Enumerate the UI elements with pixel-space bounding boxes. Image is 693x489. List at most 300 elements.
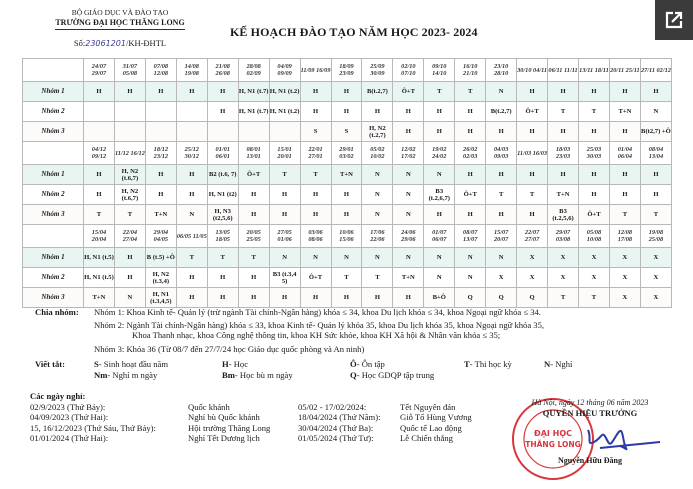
schedule-cell: H: [238, 288, 269, 308]
week-date: 15/04 20/04: [84, 225, 115, 248]
abbreviation-key: H: [222, 359, 229, 369]
schedule-cell: H: [517, 165, 548, 185]
group-label: Nhóm 3: [23, 288, 84, 308]
schedule-cell: H: [579, 122, 610, 142]
schedule-cell: B3 (t.2,6,7): [424, 185, 455, 205]
week-date: 05/02 10/02: [362, 142, 393, 165]
schedule-cell: N: [455, 268, 486, 288]
abbreviation-item: [222, 359, 350, 370]
schedule-cell: T: [579, 102, 610, 122]
schedule-cell: H: [579, 165, 610, 185]
week-date: 01/01 06/01: [207, 142, 238, 165]
schedule-cell: Ô+T: [300, 268, 331, 288]
schedule-cell: H, N2 (t.2,7): [362, 122, 393, 142]
group-1-desc: Nhóm 1: Khoa Kinh tế- Quản lý (trừ ngành Tài chính-Ngân hàng) khóa ≤ 34, khoa Du lịch khóa ≤ 34, khoa Ngoại ngữ khóa ≤ 34.: [94, 307, 541, 317]
week-date: 19/08 25/08: [640, 225, 671, 248]
schedule-cell: B(t.2,7): [486, 102, 517, 122]
schedule-cell: H: [207, 102, 238, 122]
week-date: 11/09 16/09: [300, 59, 331, 82]
schedule-cell: T: [486, 185, 517, 205]
holiday-date: 02/9/2023 (Thứ Bảy):: [30, 401, 106, 412]
group-label: Nhóm 1: [23, 165, 84, 185]
schedule-cell: H: [145, 185, 176, 205]
schedule-cell: B3 (t.3,4 5): [269, 268, 300, 288]
abbreviation-text: - Nghỉ: [550, 359, 573, 369]
schedule-cell: X: [486, 268, 517, 288]
abbreviation-text: - Học: [228, 359, 249, 369]
schedule-cell: N: [300, 248, 331, 268]
schedule-cell: H, N1 (t.2): [269, 82, 300, 102]
schedule-cell: S: [300, 122, 331, 142]
schedule-cell: H: [424, 102, 455, 122]
abbreviations: [35, 359, 675, 380]
week-date: 04/03 09/03: [486, 142, 517, 165]
schedule-cell: Q: [486, 288, 517, 308]
schedule-cell: Ô+T: [579, 205, 610, 225]
schedule-cell: [207, 122, 238, 142]
schedule-cell: Ô+T: [517, 102, 548, 122]
schedule-cell: X: [548, 248, 579, 268]
holidays-heading: Các ngày nghỉ:: [30, 391, 86, 401]
ministry-name: BỘ GIÁO DỤC VÀ ĐÀO TẠO: [71, 8, 169, 17]
week-date: 21/08 26/08: [207, 59, 238, 82]
schedule-cell: X: [609, 288, 640, 308]
schedule-cell: H: [300, 102, 331, 122]
holiday-name: Quốc khánh: [188, 401, 230, 412]
week-date: 13/05 18/05: [207, 225, 238, 248]
schedule-cell: H: [207, 288, 238, 308]
schedule-cell: N: [176, 205, 207, 225]
holiday-name: Lễ Chiến thắng: [400, 433, 453, 444]
abbreviation-key: S: [94, 359, 99, 369]
group-row: [23, 205, 672, 225]
holiday-name: Tết Nguyên đán: [400, 401, 456, 412]
schedule-cell: H, N2 (t.3,4): [145, 268, 176, 288]
group-row: [23, 165, 672, 185]
schedule-cell: H: [300, 205, 331, 225]
schedule-cell: N: [362, 205, 393, 225]
schedule-cell: H: [362, 288, 393, 308]
schedule-cell: H: [114, 268, 145, 288]
schedule-cell: T+N: [548, 185, 579, 205]
schedule-cell: H, N2 (t.6,7): [114, 185, 145, 205]
holiday-date: 18/04/2024 (Thứ Năm):: [298, 412, 381, 423]
holiday-date: 15, 16/12/2023 (Thứ Sáu, Thứ Bảy):: [30, 422, 156, 433]
week-date: 25/03 30/03: [579, 142, 610, 165]
week-date: 22/07 27/07: [517, 225, 548, 248]
schedule-cell: H: [486, 165, 517, 185]
week-date: 02/10 07/10: [393, 59, 424, 82]
schedule-cell: [145, 102, 176, 122]
group-3-desc: Nhóm 3: Khóa 36 (Từ 08/7 đến 27/7/24 học Giáo dục quốc phòng và An ninh): [94, 343, 365, 354]
schedule-cell: B(t2,7) +Ô: [640, 122, 671, 142]
corner-cell: [23, 59, 84, 82]
schedule-cell: H: [486, 205, 517, 225]
schedule-cell: H: [579, 82, 610, 102]
abbreviation-text: - Thi học kỳ: [469, 359, 512, 369]
schedule-cell: H: [84, 165, 115, 185]
schedule-cell: T: [424, 82, 455, 102]
group-row: [23, 102, 672, 122]
schedule-cell: H, N2 (t.6,7): [114, 165, 145, 185]
schedule-cell: H: [114, 82, 145, 102]
week-date: 28/08 02/09: [238, 59, 269, 82]
group-label: Nhóm 2: [23, 102, 84, 122]
schedule-cell: H: [176, 165, 207, 185]
schedule-cell: X: [517, 268, 548, 288]
schedule-cell: H: [455, 165, 486, 185]
schedule-cell: T: [269, 165, 300, 185]
schedule-cell: H: [114, 248, 145, 268]
holidays: [30, 391, 510, 444]
schedule-cell: H, N1 (t.7): [238, 82, 269, 102]
schedule-cell: H: [517, 205, 548, 225]
week-date: 18/12 23/12: [145, 142, 176, 165]
schedule-cell: T: [640, 205, 671, 225]
schedule-cell: T: [114, 205, 145, 225]
schedule-cell: H, N3 (t2,5,6): [207, 205, 238, 225]
holiday-date: 30/04/2024 (Thứ Ba):: [298, 422, 374, 433]
week-date: 24/07 29/07: [84, 59, 115, 82]
schedule-cell: T: [579, 288, 610, 308]
schedule-cell: H: [238, 268, 269, 288]
week-date: 14/08 19/08: [176, 59, 207, 82]
abbreviation-item: [350, 359, 464, 370]
abbreviation-key: N: [544, 359, 551, 369]
schedule-cell: X: [548, 268, 579, 288]
week-date: 04/09 09/09: [269, 59, 300, 82]
schedule-cell: B3 (t.2,5,6): [548, 205, 579, 225]
schedule-cell: T+N: [84, 288, 115, 308]
schedule-cell: H: [609, 82, 640, 102]
schedule-cell: T: [548, 288, 579, 308]
schedule-cell: N: [455, 248, 486, 268]
group-row: [23, 82, 672, 102]
week-date: 20/11 25/11: [609, 59, 640, 82]
schedule-cell: N: [114, 288, 145, 308]
schedule-cell: N: [393, 185, 424, 205]
group-row: [23, 288, 672, 308]
week-date: 23/10 28/10: [486, 59, 517, 82]
week-date: 01/07 06/07: [424, 225, 455, 248]
week-header-row: [23, 142, 672, 165]
external-link-icon: [664, 10, 684, 30]
holiday-date: 05/02 - 17/02/2024:: [298, 401, 367, 412]
schedule-cell: N: [424, 165, 455, 185]
schedule-cell: H: [238, 205, 269, 225]
schedule-cell: Ô+T: [393, 82, 424, 102]
schedule-cell: H: [207, 82, 238, 102]
doc-number-suffix: /KH-ĐHTL: [125, 38, 167, 48]
week-date: 15/07 20/07: [486, 225, 517, 248]
week-date: 29/01 03/02: [331, 142, 362, 165]
week-date: 12/08 17/08: [609, 225, 640, 248]
week-date: 27/11 02/12: [640, 59, 671, 82]
signature-block: [500, 398, 680, 465]
abbreviation-item: [350, 370, 464, 381]
schedule-cell: H: [579, 185, 610, 205]
week-date: 08/07 13/07: [455, 225, 486, 248]
schedule-cell: H: [269, 288, 300, 308]
abbreviations-heading: Viết tắt:: [35, 359, 65, 369]
page-title: KẾ HOẠCH ĐÀO TẠO NĂM HỌC 2023- 2024: [230, 25, 478, 39]
abbreviation-text: - Nghỉ m ngày: [107, 369, 158, 380]
schedule-cell: T: [300, 165, 331, 185]
week-date: 19/02 24/02: [424, 142, 455, 165]
holiday-name: Nghỉ Tết Dương lịch: [188, 433, 260, 444]
schedule-cell: H: [145, 82, 176, 102]
abbreviation-item: [94, 359, 222, 370]
group-division: [35, 307, 675, 354]
week-header-row: [23, 225, 672, 248]
schedule-cell: H: [548, 122, 579, 142]
schedule-cell: N: [331, 248, 362, 268]
week-date: 10/06 15/06: [331, 225, 362, 248]
week-date: 27/05 01/06: [269, 225, 300, 248]
schedule-cell: B (t.5) +Ô: [145, 248, 176, 268]
week-date: 06/11 11/11: [548, 59, 579, 82]
schedule-cell: H, N1 (t.2): [269, 102, 300, 122]
svg-text:THĂNG LONG: THĂNG LONG: [525, 440, 581, 449]
abbreviation-text: - Học bù m ngày: [234, 369, 293, 380]
place-date: Hà Nội, ngày 12 tháng 06 năm 2023: [531, 398, 649, 407]
doc-number-prefix: Số:: [73, 38, 86, 48]
training-plan-table: [22, 58, 672, 308]
schedule-cell: H: [424, 205, 455, 225]
week-date: 06/05 11/05: [176, 225, 207, 248]
week-date: 05/08 10/08: [579, 225, 610, 248]
schedule-cell: N: [424, 248, 455, 268]
schedule-cell: H: [455, 102, 486, 122]
week-date: 11/12 16/12: [114, 142, 145, 165]
schedule-cell: H, N1 (t.5): [84, 248, 115, 268]
schedule-cell: Ô+T: [455, 185, 486, 205]
schedule-cell: T: [331, 268, 362, 288]
handwritten-signature: [580, 424, 670, 452]
schedule-cell: T: [84, 205, 115, 225]
schedule-cell: B(t.2,7): [362, 82, 393, 102]
issuer-block: [40, 8, 200, 49]
schedule-cell: H: [176, 288, 207, 308]
schedule-cell: T: [455, 82, 486, 102]
group-2-desc-cont: Khoa Thanh nhạc, khoa Công nghệ thông tin, khoa KH Sức khỏe, khoa KH Xã hội & Nhân văn khóa ≤ 35;: [132, 330, 501, 340]
abbreviation-item: [544, 359, 624, 370]
schedule-cell: H: [393, 122, 424, 142]
schedule-cell: H: [331, 185, 362, 205]
week-date: 29/04 04/05: [145, 225, 176, 248]
holiday-name: Nghỉ bù Quốc khánh: [188, 412, 260, 423]
schedule-cell: H: [331, 82, 362, 102]
schedule-cell: [145, 122, 176, 142]
schedule-cell: H: [362, 102, 393, 122]
week-date: 25/12 30/12: [176, 142, 207, 165]
schedule-cell: X: [609, 268, 640, 288]
week-date: 29/07 03/08: [548, 225, 579, 248]
abbreviation-text: - Sinh hoạt đầu năm: [98, 359, 168, 369]
week-date: 08/04 13/04: [640, 142, 671, 165]
schedule-cell: H, N1 (t2): [207, 185, 238, 205]
schedule-cell: B2 (t.6, 7): [207, 165, 238, 185]
schedule-cell: H: [640, 165, 671, 185]
group-row: [23, 122, 672, 142]
holiday-date: 04/09/2023 (Thứ Hai):: [30, 412, 109, 423]
holiday-date: 01/05/2024 (Thứ Tư):: [298, 433, 374, 444]
schedule-cell: Ô+T: [238, 165, 269, 185]
schedule-cell: H: [609, 165, 640, 185]
schedule-cell: N: [486, 82, 517, 102]
schedule-cell: H: [517, 122, 548, 142]
school-name: TRƯỜNG ĐẠI HỌC THĂNG LONG: [55, 18, 184, 30]
schedule-cell: N: [640, 102, 671, 122]
schedule-cell: X: [517, 248, 548, 268]
schedule-cell: N: [424, 268, 455, 288]
group-row: [23, 248, 672, 268]
doc-number-handwritten: 23061201: [85, 39, 126, 48]
schedule-cell: H: [176, 82, 207, 102]
holiday-date: 01/01/2024 (Thứ Hai):: [30, 433, 109, 444]
week-date: 01/04 06/04: [609, 142, 640, 165]
legend: [35, 307, 675, 383]
schedule-cell: H: [84, 82, 115, 102]
abbreviation-key: Q: [350, 369, 357, 380]
week-date: 15/01 20/01: [269, 142, 300, 165]
week-date: 09/10 14/10: [424, 59, 455, 82]
week-date: 13/11 18/11: [579, 59, 610, 82]
week-date: 12/02 17/02: [393, 142, 424, 165]
group-label: Nhóm 2: [23, 185, 84, 205]
schedule-cell: N: [269, 248, 300, 268]
schedule-cell: H: [331, 288, 362, 308]
abbreviation-item: [222, 370, 350, 381]
schedule-cell: H: [207, 268, 238, 288]
group-row: [23, 185, 672, 205]
schedule-cell: N: [393, 205, 424, 225]
group-label: Nhóm 1: [23, 248, 84, 268]
abbreviation-key: Nm: [94, 369, 108, 380]
week-date: 07/08 12/08: [145, 59, 176, 82]
week-date: 04/12 09/12: [84, 142, 115, 165]
schedule-cell: T: [362, 268, 393, 288]
week-date: 22/04 27/04: [114, 225, 145, 248]
schedule-cell: H, N1 (t.7): [238, 102, 269, 122]
schedule-cell: H: [84, 185, 115, 205]
schedule-cell: H: [331, 205, 362, 225]
schedule-cell: T: [517, 185, 548, 205]
schedule-cell: H: [269, 185, 300, 205]
schedule-cell: H: [269, 205, 300, 225]
schedule-cell: T: [176, 248, 207, 268]
schedule-cell: X: [579, 268, 610, 288]
schedule-cell: N: [486, 248, 517, 268]
schedule-cell: B+Ô: [424, 288, 455, 308]
schedule-cell: H: [424, 122, 455, 142]
week-date: 26/02 02/03: [455, 142, 486, 165]
schedule-cell: T: [548, 102, 579, 122]
week-date: 31/07 05/08: [114, 59, 145, 82]
schedule-cell: [114, 102, 145, 122]
holiday-name: Giỗ Tổ Hùng Vương: [400, 412, 472, 423]
schedule-cell: H: [300, 82, 331, 102]
signer-name: Nguyễn Hữu Đăng: [558, 456, 622, 465]
schedule-cell: N: [393, 248, 424, 268]
schedule-cell: [114, 122, 145, 142]
schedule-cell: X: [640, 288, 671, 308]
abbreviation-key: T: [464, 359, 470, 369]
abbreviation-text: - Ôn tập: [356, 359, 385, 369]
week-date: 18/09 23/09: [331, 59, 362, 82]
schedule-cell: X: [579, 248, 610, 268]
schedule-cell: [176, 102, 207, 122]
schedule-cell: H: [455, 122, 486, 142]
schedule-cell: H: [609, 185, 640, 205]
abbreviation-key: Bm: [222, 369, 235, 380]
open-external-button[interactable]: [655, 0, 693, 40]
schedule-cell: [84, 102, 115, 122]
schedule-cell: X: [640, 268, 671, 288]
schedule-cell: T: [609, 205, 640, 225]
holiday-name: Quốc tế Lao động: [400, 422, 462, 433]
schedule-cell: N: [362, 248, 393, 268]
week-date: 17/06 22/06: [362, 225, 393, 248]
week-date: 20/05 25/05: [238, 225, 269, 248]
schedule-cell: X: [640, 248, 671, 268]
abbreviation-key: Ô: [350, 359, 357, 369]
week-date: 16/10 21/10: [455, 59, 486, 82]
week-date: 11/03 16/03: [517, 142, 548, 165]
schedule-cell: H: [486, 122, 517, 142]
schedule-cell: H: [455, 205, 486, 225]
group-label: Nhóm 2: [23, 268, 84, 288]
group-row: [23, 268, 672, 288]
schedule-cell: H: [300, 288, 331, 308]
week-date: 03/06 08/06: [300, 225, 331, 248]
signer-role: QUYỀN HIỆU TRƯỞNG: [542, 408, 638, 418]
schedule-cell: T+N: [609, 102, 640, 122]
week-date: 25/09 30/09: [362, 59, 393, 82]
abbreviation-item: [464, 359, 544, 370]
schedule-cell: X: [609, 248, 640, 268]
document-number: [40, 38, 200, 49]
schedule-cell: [269, 122, 300, 142]
schedule-cell: Q: [455, 288, 486, 308]
schedule-cell: H: [640, 82, 671, 102]
week-date: 08/01 13/01: [238, 142, 269, 165]
schedule-cell: N: [362, 185, 393, 205]
schedule-cell: Q: [517, 288, 548, 308]
group-label: Nhóm 3: [23, 122, 84, 142]
schedule-cell: H: [609, 122, 640, 142]
schedule-cell: T: [238, 248, 269, 268]
schedule-cell: H: [393, 102, 424, 122]
group-label: Nhóm 3: [23, 205, 84, 225]
abbreviation-item: [94, 370, 222, 381]
schedule-cell: H: [393, 288, 424, 308]
group-2-desc: Nhóm 2: Ngành Tài chính-Ngân hàng) khóa ≤ 33, khoa Kinh tế- Quản lý khóa 35, khoa Du lịch khóa 35, khoa Ngoại ngữ khóa 35,: [94, 319, 545, 330]
svg-text:ĐẠI HỌC: ĐẠI HỌC: [533, 429, 573, 438]
schedule-cell: H, N1 (t.5): [84, 268, 115, 288]
schedule-cell: T+N: [393, 268, 424, 288]
schedule-cell: H: [176, 268, 207, 288]
schedule-cell: H, N1 (t.3,4,5): [145, 288, 176, 308]
schedule-cell: S: [331, 122, 362, 142]
corner-cell: [23, 225, 84, 248]
schedule-cell: H: [548, 82, 579, 102]
group-division-heading: Chia nhóm:: [35, 307, 79, 317]
schedule-cell: T+N: [331, 165, 362, 185]
schedule-cell: H: [238, 185, 269, 205]
schedule-cell: H: [640, 185, 671, 205]
schedule-cell: T+N: [145, 205, 176, 225]
